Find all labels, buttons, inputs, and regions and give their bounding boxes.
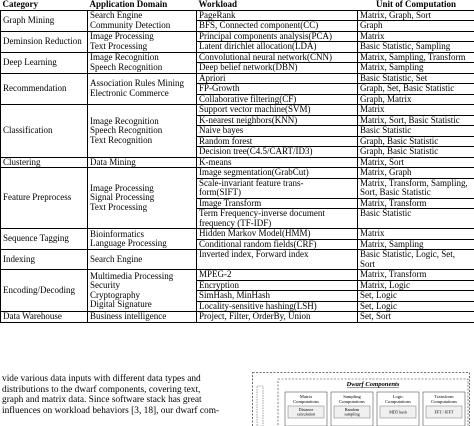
category-cell: Deep Learning	[1, 52, 88, 73]
application-domain-cell: Search Engine Community Detection	[88, 10, 197, 31]
workload-cell: MPEG-2	[197, 270, 358, 281]
application-domain-cell: Image Recognition Speech Recognition	[88, 52, 197, 73]
table-row	[1, 73, 474, 84]
category-cell: Indexing	[1, 250, 88, 270]
unit-of-computation-cell: Graph, Basic Statistic	[358, 136, 474, 147]
unit-of-computation-cell: Basic Statistic, Sampling	[358, 42, 474, 53]
table-row	[1, 157, 474, 168]
workload-cell: Image Transform	[197, 198, 358, 209]
unit-of-computation-cell: Graph	[358, 21, 474, 32]
workload-cell: K-nearest neighbors(KNN)	[197, 115, 358, 126]
component-sub-box-label: Random sampling	[344, 407, 360, 417]
workload-cell: SimHash, MinHash	[197, 291, 358, 302]
workload-cell: Latent dirichlet allocation(LDA)	[197, 42, 358, 53]
component-sub-box-label: MD5 hash	[389, 409, 407, 415]
workload-cell: Encryption	[197, 280, 358, 291]
unit-of-computation-cell: Matrix, Sampling, Transform	[358, 52, 474, 63]
body-paragraph	[2, 374, 238, 416]
table-row	[1, 105, 474, 116]
component-box-label: Sampling Computations	[339, 394, 365, 404]
table-row	[1, 52, 474, 63]
application-domain-cell: Bioinformatics Language Processing	[88, 229, 197, 250]
application-domain-cell: Business intelligence	[88, 312, 197, 323]
table-row	[1, 250, 474, 270]
application-domain-cell: Image Processing Text Processing	[88, 31, 197, 52]
header-application-domain: Application Domain	[88, 0, 197, 10]
unit-of-computation-cell: Basic Statistic, Set	[358, 73, 474, 84]
workload-cell: Term Frequency-inverse document frequency (TF-IDF)	[197, 209, 358, 229]
body-line: vide various data inputs with different data types and	[2, 374, 201, 384]
component-sub-box-label: FFT / IFFT	[434, 409, 454, 415]
workload-cell: Apriori	[197, 73, 358, 84]
body-line: influences on workload behaviors [3, 18], our dwarf com-	[2, 405, 220, 416]
unit-of-computation-cell: Matrix, Sort, Basic Statistic	[358, 115, 474, 126]
category-cell: Sequence Tagging	[1, 229, 88, 250]
workload-cell: Collaborative filtering(CF)	[197, 94, 358, 105]
table-row	[1, 31, 474, 42]
category-cell: Clustering	[1, 157, 88, 168]
component-box-label: Transform Computations	[431, 394, 457, 404]
category-cell: Encoding/Decoding	[1, 270, 88, 312]
body-line: graph and matrix data. Since software stack has great	[2, 395, 202, 406]
body-line: distributions to the dwarf components, covering text,	[2, 384, 201, 395]
category-cell: Deminsion Reduction	[1, 31, 88, 52]
unit-of-computation-cell: Set, Logic	[358, 301, 474, 312]
table-row	[1, 229, 474, 240]
table-row	[1, 270, 474, 281]
table-body	[1, 10, 474, 322]
unit-of-computation-cell: Matrix, Sort	[358, 157, 474, 168]
component-sub-box-label: Distance calculation	[296, 407, 316, 417]
application-domain-cell: Multimedia Processing Security Cryptography Digital Signature	[88, 270, 197, 312]
unit-of-computation-cell: Matrix, Sampling	[358, 239, 474, 250]
unit-of-computation-cell: Basic Statistic	[358, 126, 474, 137]
category-cell: Recommendation	[1, 73, 88, 105]
workload-cell: K-means	[197, 157, 358, 168]
workload-cell: Scale-invariant feature trans- form(SIFT)	[197, 178, 358, 198]
unit-of-computation-cell: Matrix, Transform, Sampling, Sort, Basic Statistic	[358, 178, 474, 198]
workload-cell: Conditional random fields(CRF)	[197, 239, 358, 250]
unit-of-computation-cell: Set, Sort	[358, 312, 474, 323]
figure-title: Dwarf Components	[346, 381, 400, 388]
unit-of-computation-cell: Set, Logic	[358, 291, 474, 302]
workload-cell: Image segmentation(GrabCut)	[197, 168, 358, 179]
unit-of-computation-cell: Graph, Matrix	[358, 94, 474, 105]
category-cell: Feature Preprocess	[1, 168, 88, 229]
workload-cell: BFS, Connected component(CC)	[197, 21, 358, 32]
component-box-label: Logic Computations	[385, 394, 411, 404]
unit-of-computation-cell: Matrix, Graph	[358, 168, 474, 179]
workload-cell: Support vector machine(SVM)	[197, 105, 358, 116]
table-header-row	[1, 0, 474, 10]
workload-cell: Deep belief network(DBN)	[197, 63, 358, 74]
category-cell: Graph Mining	[1, 10, 88, 31]
unit-of-computation-cell: Matrix, Transform	[358, 198, 474, 209]
table-row	[1, 312, 474, 323]
header-workload: Workload	[197, 0, 358, 10]
unit-of-computation-cell: Matrix	[358, 31, 474, 42]
application-domain-cell: Search Engine	[88, 250, 197, 270]
workload-cell: Inverted index, Forward index	[197, 250, 358, 270]
application-domain-cell: Image Processing Signal Processing Text Processing	[88, 168, 197, 229]
table-row	[1, 10, 474, 21]
unit-of-computation-cell: Matrix, Graph, Sort	[358, 10, 474, 21]
unit-of-computation-cell: Matrix, Sampling	[358, 63, 474, 74]
workload-cell: Project, Filter, OrderBy, Union	[197, 312, 358, 323]
header-unit-of-computation: Unit of Computation	[358, 0, 474, 10]
application-domain-cell: Image Recognition Speech Recognition Text Recognition	[88, 105, 197, 158]
workload-cell: Locality-sensitive hashing(LSH)	[197, 301, 358, 312]
category-cell: Classification	[1, 105, 88, 158]
unit-of-computation-cell: Matrix	[358, 229, 474, 240]
unit-of-computation-cell: Basic Statistic, Logic, Set, Sort	[358, 250, 474, 270]
workload-cell: Decision tree(C4.5/CART/ID3)	[197, 147, 358, 158]
workload-cell: Convolutional neural network(CNN)	[197, 52, 358, 63]
application-domain-cell: Data Mining	[88, 157, 197, 168]
workload-cell: FP-Growth	[197, 84, 358, 95]
table-row	[1, 168, 474, 179]
application-domain-cell: Association Rules Mining Electronic Commerce	[88, 73, 197, 105]
figure-component-boxes	[285, 392, 465, 426]
unit-of-computation-cell: Matrix, Transform	[358, 270, 474, 281]
component-box-label: Matrix Computations	[293, 394, 319, 404]
unit-of-computation-cell: Matrix, Logic	[358, 280, 474, 291]
header-category: Category	[1, 0, 88, 10]
dwarf-components-figure	[252, 372, 470, 426]
unit-of-computation-cell: Graph, Set, Basic Statistic	[358, 84, 474, 95]
unit-of-computation-cell: Matrix	[358, 105, 474, 116]
workload-cell: Principal components analysis(PCA)	[197, 31, 358, 42]
workload-cell: Naive bayes	[197, 126, 358, 137]
unit-of-computation-cell: Graph, Basic Statistic	[358, 147, 474, 158]
category-cell: Data Warehouse	[1, 312, 88, 323]
unit-of-computation-cell: Basic Statistic	[358, 209, 474, 229]
figure-side-bar	[257, 386, 263, 426]
workload-cell: Hidden Markov Model(HMM)	[197, 229, 358, 240]
workload-cell: Random forest	[197, 136, 358, 147]
workload-cell: PageRank	[197, 10, 358, 21]
